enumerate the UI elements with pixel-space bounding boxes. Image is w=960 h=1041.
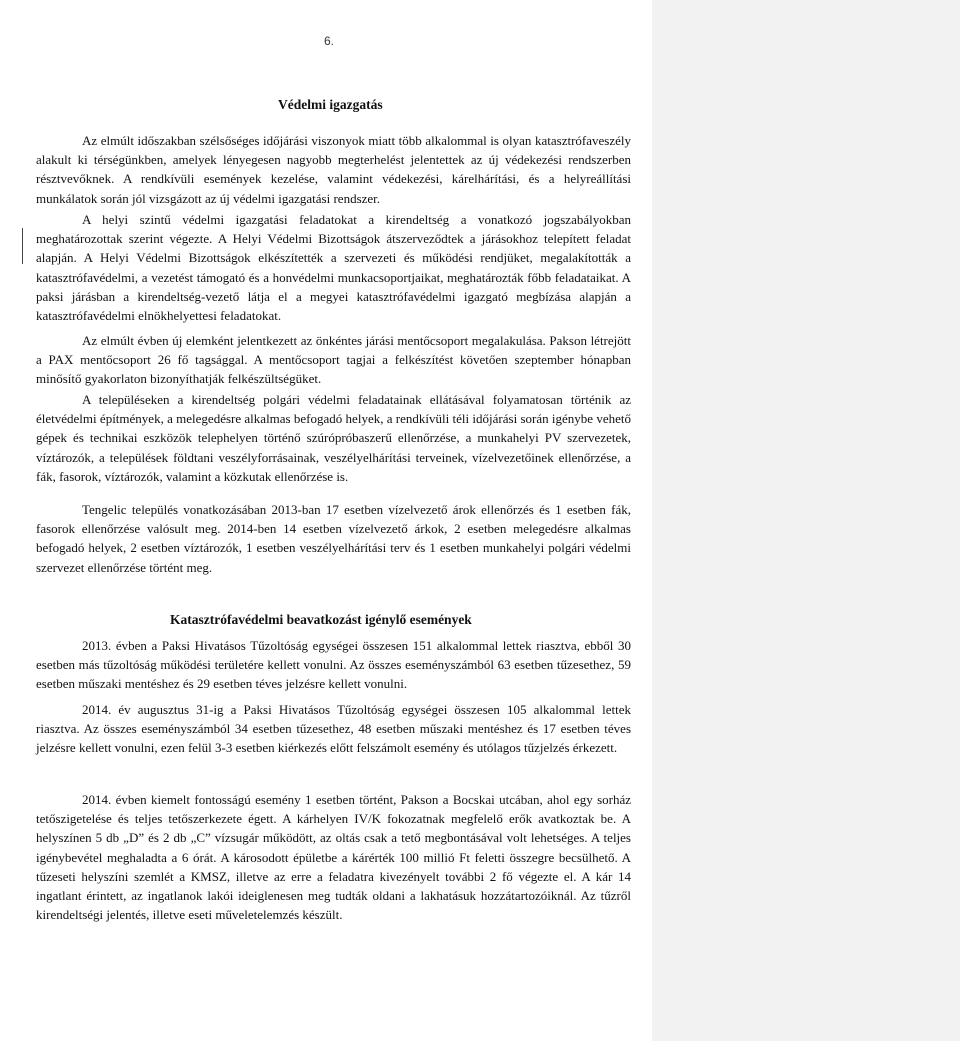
paragraph: A helyi szintű védelmi igazgatási feladatokat a kirendeltség a vonatkozó jogszabályokban meghatározottak szerint végezte. A Helyi Védelmi Bizottságok átszerveződtek a járásokhoz telepített feladat alapján. A Helyi Védelmi Bizottságok elkészítették a szervezeti és működési rendjüket, megalakították a katasztrófavédelmi, a vezetést támogató és a honvédelmi munkacsoportjaikat, meghatározták főbb feladataikat. A paksi járásban a kirendeltség-vezető látja el a megyei katasztrófavédelmi igazgató megbízása alapján a katasztrófavédelmi elnökhelyettesi feladatokat.	[36, 212, 631, 324]
section-heading-vedelmi-igazgatas: Védelmi igazgatás	[278, 97, 383, 112]
document-side-margin	[652, 0, 960, 1041]
paragraph: Tengelic település vonatkozásában 2013-ban 17 esetben vízelvezető árok ellenőrzés és 1 esetben fák, fasorok ellenőrzése valósult meg. 2014-ben 14 esetben vízelvezető árkok, 2 esetben melegedésre alkalmas befogadó helyek, 2 esetben víztározók, 1 esetben veszélyelhárítási terv és 1 esetben munkahelyi polgári védelmi szervezet ellenőrzése történt meg.	[36, 502, 631, 575]
paragraph: A településeken a kirendeltség polgári védelmi feladatainak ellátásával folyamatosan történik az életvédelmi építmények, a melegedésre alkalmas befogadó helyek, a rendkívüli téli időjárási során igénybe vehető gépek és technikai eszközök telephelyen történő szúrópróbaszerű ellenőrzése, a munkahelyi PV szervezetek, víztározók, a települések földtani veszélyforrásainak, veszélyelhárítási terveinek, vízelvezetőinek ellenőrzése, a fák, fasorok, víztározók, valamint a közkutak ellenőrzése is.	[36, 392, 631, 484]
revision-change-bar	[22, 228, 23, 264]
paragraph: Az elmúlt időszakban szélsőséges időjárási viszonyok miatt több alkalommal is olyan katasztrófaveszély alakult ki térségünkben, amelyek lényegesen nagyobb megterhelést jelentettek az új védekezési rendszerben résztvevőknek. A rendkívüli események kezelése, valamint védekezési, kárelhárítási, és a helyreállítási munkálatok során jól vizsgázott az új védelmi igazgatási rendszer.	[36, 133, 631, 206]
section-heading-katasztrofavedelmi-esemenyek: Katasztrófavédelmi beavatkozást igénylő események	[170, 612, 472, 627]
paragraph: 2013. évben a Paksi Hivatásos Tűzoltóság egységei összesen 151 alkalommal lettek riasztva, ebből 30 esetben más tűzoltóság működési területére kellett vonulni. Az összes eseményszámból 63 esetben tűzesethez, 59 esetben műszaki mentéshez és 29 esetben téves jelzésre kellett vonulni.	[36, 638, 631, 692]
paragraph: 2014. év augusztus 31-ig a Paksi Hivatásos Tűzoltóság egységei összesen 105 alkalommal lettek riasztva. Az összes eseményszámból 34 esetben tűzesethez, 48 esetben műszaki mentéshez és 17 esetben téves jelzésre kellett vonulni, ezen felül 3-3 esetben kiérkezés előtt felszámolt esemény és utólagos tűzjelzés érkezett.	[36, 702, 631, 756]
paragraph: 2014. évben kiemelt fontosságú esemény 1 esetben történt, Pakson a Bocskai utcában, ahol egy sorház tetőszigetelése és teljes tetőszerkezete égett. A kárhelyen IV/K fokozatnak megfelelő erők avatkoztak be. A helyszínen 5 db „D” és 2 db „C” vízsugár működött, az oltás csak a tető megbontásával volt lehetséges. A teljes igénybevétel meghaladta a 6 órát. A károsodott épületbe a kárérték 100 millió Ft feletti összegre becsülhető. A tűzeseti helyszíni szemlét a KMSZ, illetve az erre a feladatra kivezényelt további 2 fő végezte el. A kár 14 ingatlant érintett, az ingatlanok lakói ideiglenesen meg tudták oldani a lakhatásuk hozzátartozóiknál. Az tűzről kirendeltségi jelentés, illetve eseti műveletelemzés készült.	[36, 792, 631, 923]
paragraph: Az elmúlt évben új elemként jelentkezett az önkéntes járási mentőcsoport megalakulása. Pakson létrejött a PAX mentőcsoport 26 fő tagsággal. A mentőcsoport tagjai a felkészítést követően szeptember hónapban minősítő gyakorlaton bizonyíthatják felkészültségüket.	[36, 333, 631, 387]
page-number: 6.	[324, 34, 335, 48]
